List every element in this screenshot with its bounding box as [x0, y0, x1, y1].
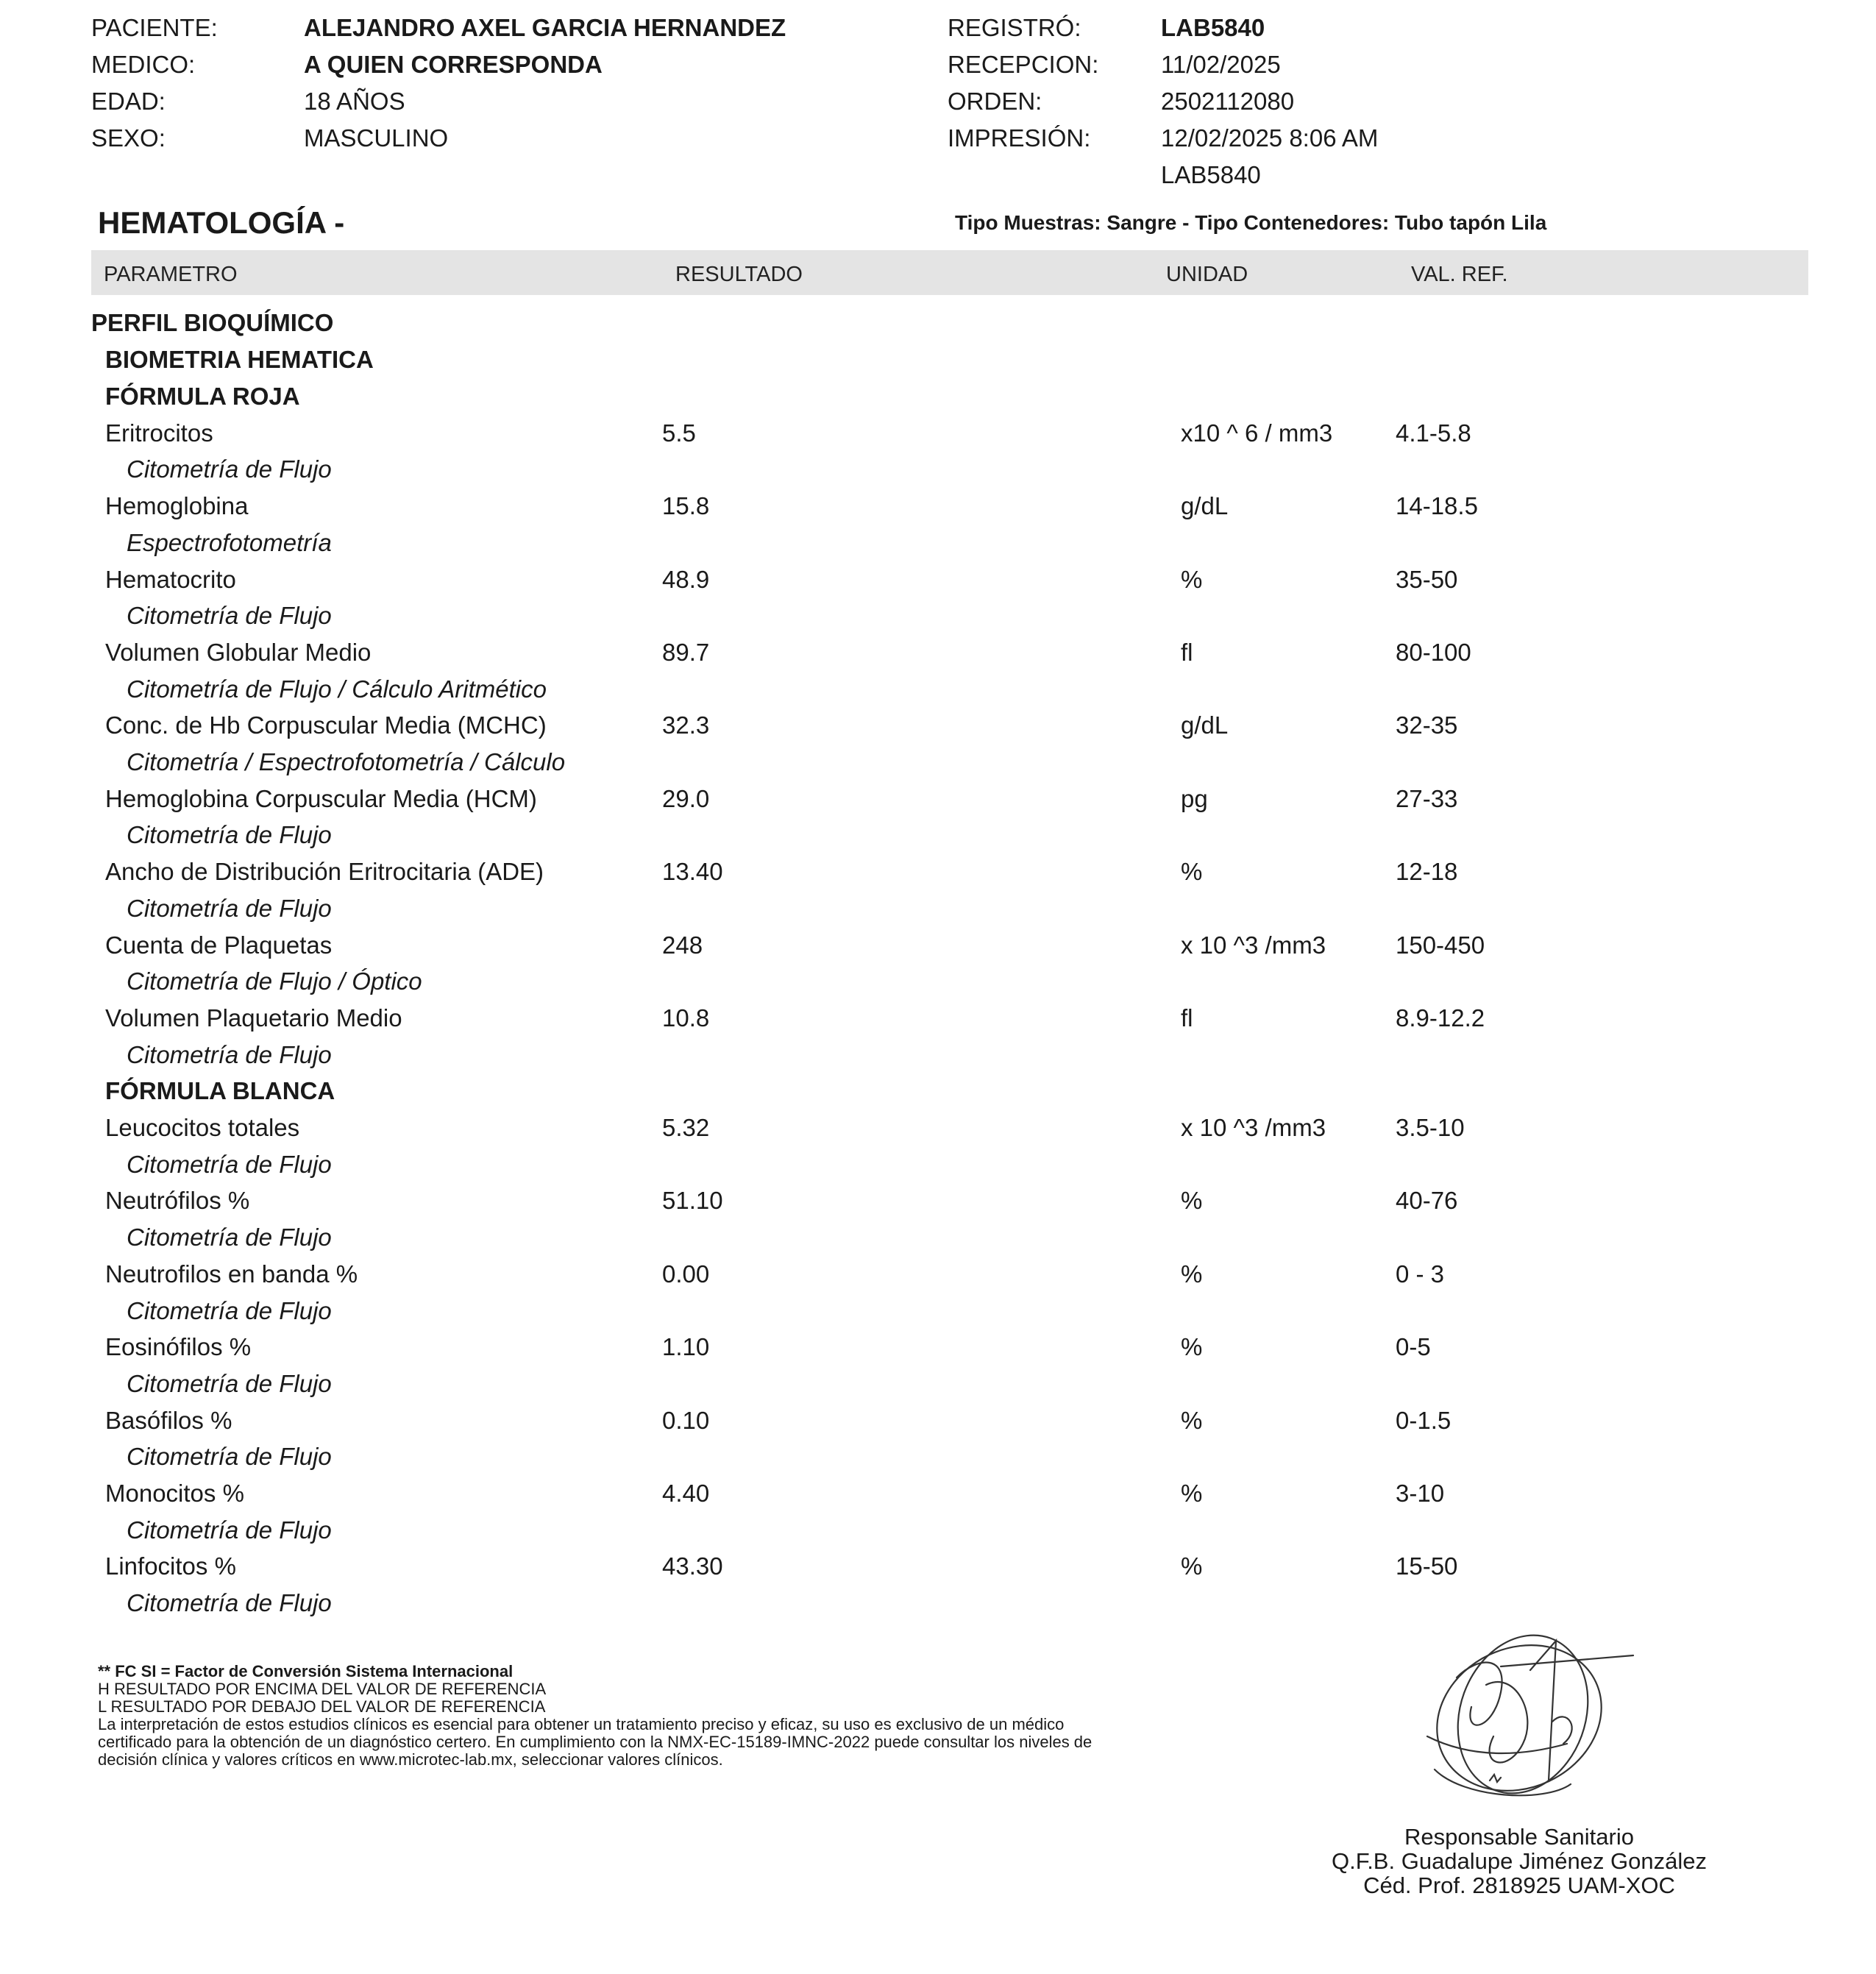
param-ref: 80-100: [1396, 639, 1471, 666]
param-unit: x 10 ^3 /mm3: [1181, 1114, 1326, 1141]
group-title: FÓRMULA BLANCA: [105, 1077, 335, 1104]
param-method: Citometría de Flujo: [127, 1516, 332, 1544]
param-name: Linfocitos %: [105, 1552, 236, 1580]
patient-field-value: ALEJANDRO AXEL GARCIA HERNANDEZ: [304, 14, 786, 41]
param-ref: 150-450: [1396, 931, 1485, 959]
param-unit: g/dL: [1181, 711, 1229, 739]
param-result: 4.40: [662, 1480, 710, 1507]
patient-field-label: MEDICO:: [91, 51, 196, 78]
order-field-label: ORDEN:: [948, 88, 1042, 115]
param-name: Neutrofilos en banda %: [105, 1260, 358, 1288]
param-result: 248: [662, 931, 703, 959]
param-unit: %: [1181, 858, 1203, 885]
param-result: 48.9: [662, 566, 710, 593]
footnote-fc-si: ** FC SI = Factor de Conversión Sistema Internacional: [98, 1662, 514, 1680]
param-name: Monocitos %: [105, 1480, 244, 1507]
header-resultado: RESULTADO: [675, 263, 803, 286]
param-unit: x 10 ^3 /mm3: [1181, 931, 1326, 959]
param-ref: 32-35: [1396, 711, 1458, 739]
param-method: Citometría / Espectrofotometría / Cálculo: [127, 748, 566, 775]
param-name: Hematocrito: [105, 566, 236, 593]
param-result: 29.0: [662, 785, 710, 812]
order-field-value: LAB5840: [1161, 14, 1265, 41]
sample-info: Tipo Muestras: Sangre - Tipo Contenedores: Tubo tapón Lila: [955, 211, 1547, 234]
param-result: 89.7: [662, 639, 710, 666]
param-method: Citometría de Flujo: [127, 895, 332, 922]
patient-field-value: 18 AÑOS: [304, 88, 405, 115]
param-name: Cuenta de Plaquetas: [105, 931, 333, 959]
param-ref: 0-5: [1396, 1333, 1431, 1360]
signature-block: [1225, 1825, 1813, 1897]
param-method: Citometría de Flujo: [127, 602, 332, 629]
param-ref: 12-18: [1396, 858, 1458, 885]
order-field-value: 2502112080: [1161, 88, 1295, 115]
param-name: Ancho de Distribución Eritrocitaria (ADE): [105, 858, 544, 885]
param-unit: pg: [1181, 785, 1208, 812]
param-ref: 35-50: [1396, 566, 1458, 593]
order-field-value: 11/02/2025: [1161, 51, 1281, 78]
section-title: HEMATOLOGÍA -: [98, 205, 345, 240]
footnote-line: L RESULTADO POR DEBAJO DEL VALOR DE REFERENCIA: [98, 1697, 546, 1716]
param-result: 5.32: [662, 1114, 710, 1141]
patient-field-label: SEXO:: [91, 124, 166, 152]
param-name: Hemoglobina: [105, 492, 249, 519]
footnote-line: decisión clínica y valores críticos en www.microtec-lab.mx, seleccionar valores clínicos.: [98, 1750, 723, 1769]
param-result: 0.10: [662, 1407, 710, 1434]
footnote-line: La interpretación de estos estudios clínicos es esencial para obtener un tratamiento preciso y eficaz, su uso es exclusivo de un médico: [98, 1715, 1065, 1733]
param-name: Eritrocitos: [105, 419, 213, 447]
param-unit: %: [1181, 1480, 1203, 1507]
param-unit: %: [1181, 1552, 1203, 1580]
param-unit: fl: [1181, 639, 1193, 666]
profile-title: PERFIL BIOQUÍMICO: [91, 309, 334, 336]
patient-field-value: MASCULINO: [304, 124, 449, 152]
param-result: 10.8: [662, 1004, 710, 1032]
param-method: Citometría de Flujo: [127, 1297, 332, 1324]
param-method: Citometría de Flujo: [127, 1041, 332, 1068]
param-ref: 3.5-10: [1396, 1114, 1465, 1141]
header-val-ref: VAL. REF.: [1411, 263, 1508, 286]
param-ref: 3-10: [1396, 1480, 1445, 1507]
signature-license: Céd. Prof. 2818925 UAM-XOC: [1363, 1872, 1675, 1898]
param-result: 32.3: [662, 711, 710, 739]
param-method: Citometría de Flujo: [127, 1589, 332, 1616]
order-field-label: REGISTRÓ:: [948, 14, 1081, 41]
param-name: Basófilos %: [105, 1407, 232, 1434]
param-name: Eosinófilos %: [105, 1333, 252, 1360]
order-field-value: 12/02/2025 8:06 AM: [1161, 124, 1379, 152]
param-method: Espectrofotometría: [127, 529, 332, 556]
table-header-bar: [91, 250, 1808, 295]
signature-name: Q.F.B. Guadalupe Jiménez González: [1331, 1848, 1708, 1874]
param-result: 0.00: [662, 1260, 710, 1288]
param-name: Hemoglobina Corpuscular Media (HCM): [105, 785, 537, 812]
param-ref: 0 - 3: [1396, 1260, 1445, 1288]
param-ref: 4.1-5.8: [1396, 419, 1471, 447]
param-name: Volumen Globular Medio: [105, 639, 372, 666]
param-result: 13.40: [662, 858, 723, 885]
param-unit: %: [1181, 1407, 1203, 1434]
param-method: Citometría de Flujo / Óptico: [127, 968, 422, 995]
patient-field-label: PACIENTE:: [91, 14, 218, 41]
param-name: Conc. de Hb Corpuscular Media (MCHC): [105, 711, 547, 739]
param-method: Citometría de Flujo: [127, 1443, 332, 1470]
signature-image: [1413, 1626, 1648, 1810]
subprofile-title: BIOMETRIA HEMATICA: [105, 346, 374, 373]
param-result: 5.5: [662, 419, 696, 447]
param-name: Volumen Plaquetario Medio: [105, 1004, 402, 1032]
param-result: 43.30: [662, 1552, 723, 1580]
patient-field-value: A QUIEN CORRESPONDA: [304, 51, 603, 78]
param-ref: 27-33: [1396, 785, 1458, 812]
param-result: 15.8: [662, 492, 710, 519]
footnotes: [98, 1663, 1092, 1769]
param-method: Citometría de Flujo: [127, 1370, 332, 1397]
param-unit: %: [1181, 1187, 1203, 1214]
param-unit: g/dL: [1181, 492, 1229, 519]
order-field-value: LAB5840: [1161, 161, 1261, 188]
order-field-label: RECEPCION:: [948, 51, 1099, 78]
param-ref: 8.9-12.2: [1396, 1004, 1485, 1032]
group-title: FÓRMULA ROJA: [105, 383, 300, 410]
param-method: Citometría de Flujo: [127, 455, 332, 483]
footnote-line: certificado para la obtención de un diagnóstico certero. En cumplimiento con la NMX-EC-15189-IMNC-2022 puede consultar los niveles de: [98, 1733, 1092, 1751]
param-name: Leucocitos totales: [105, 1114, 300, 1141]
param-method: Citometría de Flujo: [127, 1224, 332, 1251]
param-unit: fl: [1181, 1004, 1193, 1032]
param-ref: 15-50: [1396, 1552, 1458, 1580]
param-ref: 0-1.5: [1396, 1407, 1452, 1434]
param-result: 51.10: [662, 1187, 723, 1214]
header-unidad: UNIDAD: [1166, 263, 1248, 286]
param-unit: %: [1181, 566, 1203, 593]
signature-role: Responsable Sanitario: [1404, 1824, 1634, 1850]
param-method: Citometría de Flujo / Cálculo Aritmético: [127, 675, 547, 703]
param-method: Citometría de Flujo: [127, 1151, 332, 1178]
param-ref: 40-76: [1396, 1187, 1458, 1214]
param-unit: x10 ^ 6 / mm3: [1181, 419, 1333, 447]
order-field-label: IMPRESIÓN:: [948, 124, 1091, 152]
param-unit: %: [1181, 1260, 1203, 1288]
param-result: 1.10: [662, 1333, 710, 1360]
param-method: Citometría de Flujo: [127, 821, 332, 848]
patient-field-label: EDAD:: [91, 88, 166, 115]
param-unit: %: [1181, 1333, 1203, 1360]
header-parametro: PARAMETRO: [104, 263, 238, 286]
footnote-line: H RESULTADO POR ENCIMA DEL VALOR DE REFERENCIA: [98, 1680, 547, 1698]
param-ref: 14-18.5: [1396, 492, 1478, 519]
param-name: Neutrófilos %: [105, 1187, 250, 1214]
